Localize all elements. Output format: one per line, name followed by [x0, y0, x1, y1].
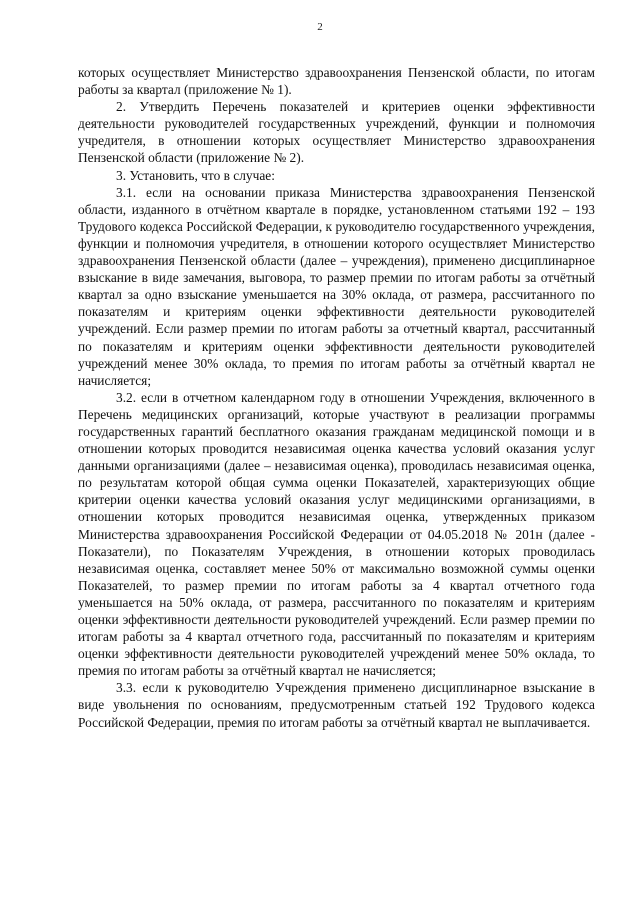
- document-body: [78, 64, 595, 731]
- paragraph-item-3-1: 3.1. если на основании приказа Министерства здравоохранения Пензенской области, изданного в отчётном квартале в порядке, установленном статьями 192 – 193 Трудового кодекса Российской Федерации, к руководителю государственного учреждения, функции и полномочия учредителя, в отношении которого осуществляет Министерство здравоохранения Пензенской области (далее – учреждения), применено дисциплинарное взыскание в виде замечания, выговора, то размер премии по итогам работы за отчётный квартал за одно взыскание уменьшается на 30% оклада, от размера, рассчитанного по показателям и критериям оценки эффективности деятельности руководителей учреждений. Если размер премии по итогам работы за отчетный квартал, рассчитанный по показателям и критериям оценки эффективности деятельности руководителей учреждений менее 30% оклада, то премия по итогам работы за отчётный квартал не начисляется;: [78, 184, 595, 388]
- paragraph-continuation: которых осуществляет Министерство здравоохранения Пензенской области, по итогам работы за квартал (приложение № 1).: [78, 65, 595, 98]
- page-number: 2: [317, 21, 323, 33]
- paragraph-item-3-2: 3.2. если в отчетном календарном году в отношении Учреждения, включенного в Перечень медицинских организаций, которые участвуют в реализации программы государственных гарантий бесплатного оказания гражданам медицинской помощи и в отношении которых проводится независимая оценка качества условий оказания услуг данными организациями (далее – независимая оценка), проводилась независимая оценка, по результатам которой общая сумма оценки Показателей, характеризующих общие критерии оценки качества условий оказания услуг медицинскими организациями, в отношении которых проводится независимая оценка, утвержденных приказом Министерства здравоохранения Российской Федерации от 04.05.2018 № 201н (далее - Показатели), по Показателям Учреждения, в отношении которых проводилась независимая оценка, составляет менее 50% от максимально возможной суммы оценки Показателей, то размер премии по итогам работы за 4 квартал отчетного года уменьшается на 50% оклада, от размера, рассчитанного по показателям и критериям оценки эффективности деятельности руководителей учреждений. Если размер премии по итогам работы за 4 квартал отчетного года, рассчитанный по показателям и критериям оценки эффективности деятельности руководителей учреждений менее 50% оклада, то премия по итогам работы за отчётный квартал не начисляется;: [78, 389, 595, 679]
- paragraph-item-3: 3. Установить, что в случае:: [116, 167, 275, 183]
- paragraph-item-3-3: 3.3. если к руководителю Учреждения применено дисциплинарное взыскание в виде увольнения по основаниям, предусмотренным статьей 192 Трудового кодекса Российской Федерации, премия по итогам работы за отчётный квартал не выплачивается.: [78, 680, 595, 730]
- paragraph-item-2: 2. Утвердить Перечень показателей и критериев оценки эффективности деятельности руководителей государственных учреждений, функции и полномочия учредителя, в отношении которых осуществляет Министерство здравоохранения Пензенской области (приложение № 2).: [78, 99, 595, 166]
